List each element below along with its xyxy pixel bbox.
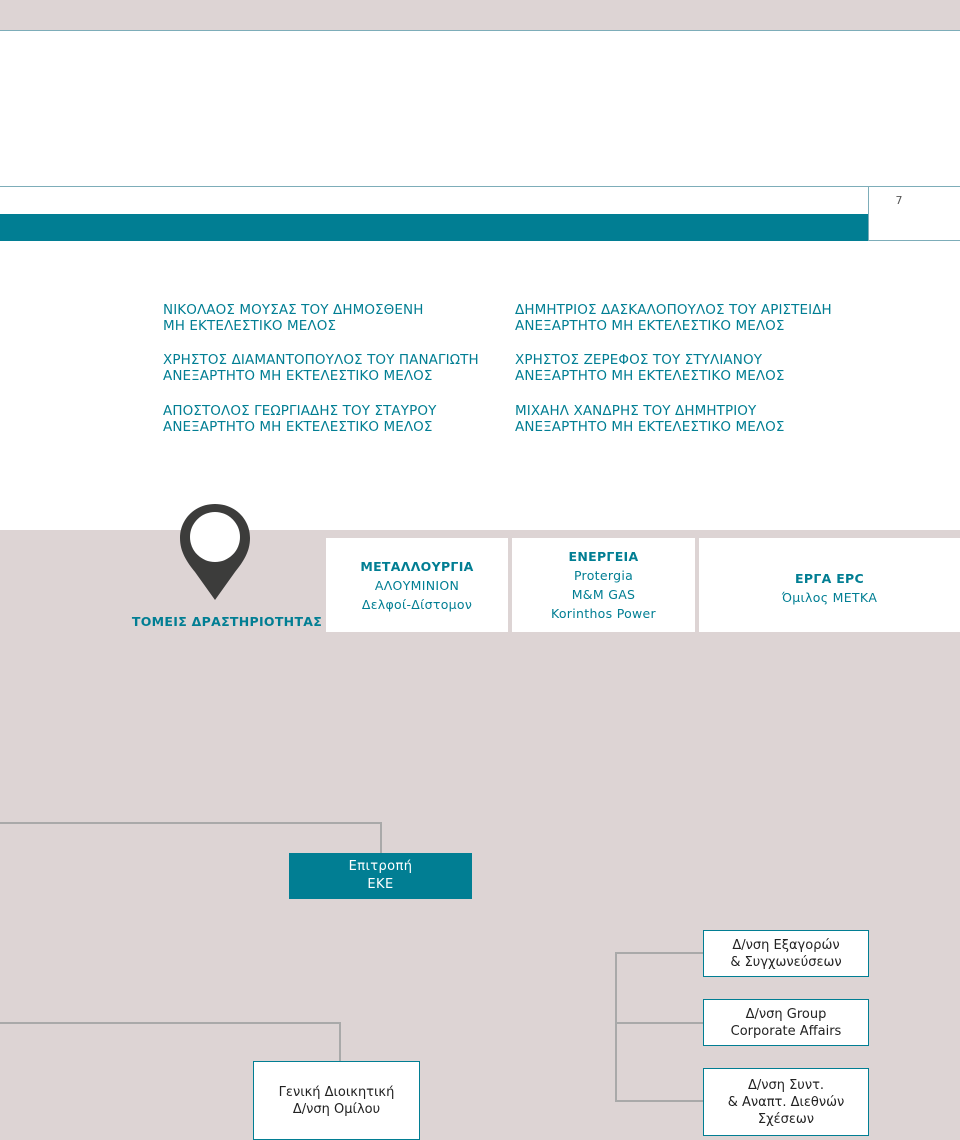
sector-line: Δελφοί-Δίστομον: [361, 596, 473, 612]
member-role: ΑΝΕΞΑΡΤΗΤΟ ΜΗ ΕΚΤΕΛΕΣΤΙΚΟ ΜΕΛΟΣ: [515, 368, 785, 384]
member-role: ΑΝΕΞΑΡΤΗΤΟ ΜΗ ΕΚΤΕΛΕΣΤΙΚΟ ΜΕΛΟΣ: [515, 318, 785, 334]
box-line: Γενική Διοικητική: [278, 1084, 395, 1100]
page-number: 7: [895, 194, 903, 207]
box-line: Επιτροπή: [348, 859, 413, 874]
sector-line: Korinthos Power: [550, 606, 656, 621]
member-role: ΑΝΕΞΑΡΤΗΤΟ ΜΗ ΕΚΤΕΛΕΣΤΙΚΟ ΜΕΛΟΣ: [163, 368, 433, 384]
member-role: ΜΗ ΕΚΤΕΛΕΣΤΙΚΟ ΜΕΛΟΣ: [163, 318, 337, 334]
sector-epc: [699, 538, 960, 632]
board-member: [515, 302, 865, 334]
connector-line: [380, 822, 382, 854]
sectors-label: ΤΟΜΕΙΣ ΔΡΑΣΤΗΡΙΟΤΗΤΑΣ: [131, 614, 323, 629]
intl-relations-box: [703, 1068, 869, 1136]
member-name: ΝΙΚΟΛΑΟΣ ΜΟΥΣΑΣ ΤΟΥ ΔΗΜΟΣΘΕΝΗ: [163, 302, 424, 318]
connector-line: [615, 952, 617, 1102]
connector-line: [0, 1022, 341, 1024]
member-name: ΔΗΜΗΤΡΙΟΣ ΔΑΣΚΑΛΟΠΟΥΛΟΣ ΤΟΥ ΑΡΙΣΤΕΙΔΗ: [515, 302, 832, 318]
box-line: & Αναπτ. Διεθνών: [727, 1094, 845, 1110]
sector-heading: ΜΕΤΑΛΛΟΥΡΓΙΑ: [360, 558, 474, 574]
member-name: ΧΡΗΣΤΟΣ ΔΙΑΜΑΝΤΟΠΟΥΛΟΣ ΤΟΥ ΠΑΝΑΓΙΩΤΗ: [163, 352, 479, 368]
box-line: ΕΚΕ: [367, 877, 394, 892]
box-line: Δ/νση Group: [745, 1006, 827, 1022]
member-name: ΑΠΟΣΤΟΛΟΣ ΓΕΩΡΓΙΑΔΗΣ ΤΟΥ ΣΤΑΥΡΟΥ: [163, 403, 437, 419]
box-line: Corporate Affairs: [730, 1023, 842, 1039]
location-pin-icon: [178, 502, 252, 602]
top-divider: [0, 30, 960, 31]
board-member: [163, 302, 513, 334]
box-line: Δ/νση Εξαγορών: [732, 937, 840, 953]
member-role: ΑΝΕΞΑΡΤΗΤΟ ΜΗ ΕΚΤΕΛΕΣΤΙΚΟ ΜΕΛΟΣ: [163, 419, 433, 435]
board-member: [163, 352, 513, 384]
connector-line: [615, 1100, 704, 1102]
box-line: & Συγχωνεύσεων: [730, 954, 842, 970]
connector-line: [0, 822, 382, 824]
board-member: [515, 352, 865, 384]
box-line: Δ/νση Συντ.: [747, 1077, 825, 1093]
board-member: [163, 403, 513, 435]
connector-line: [339, 1022, 341, 1062]
committee-box: [289, 853, 472, 899]
teal-band: [0, 214, 868, 241]
box-line: Δ/νση Ομίλου: [292, 1101, 381, 1117]
sector-line: Όμιλος ΜΕΤΚΑ: [781, 590, 878, 605]
sector-line: ΑΛΟΥΜΙΝΙΟΝ: [374, 577, 460, 593]
acquisitions-box: [703, 930, 869, 977]
sector-line: Protergia: [573, 568, 634, 583]
sector-energy: [512, 538, 695, 632]
member-role: ΑΝΕΞΑΡΤΗΤΟ ΜΗ ΕΚΤΕΛΕΣΤΙΚΟ ΜΕΛΟΣ: [515, 419, 785, 435]
member-name: ΧΡΗΣΤΟΣ ΖΕΡΕΦΟΣ ΤΟΥ ΣΤΥΛΙΑΝΟΥ: [515, 352, 763, 368]
sector-heading: ΕΝΕΡΓΕΙΑ: [568, 549, 639, 564]
sector-line: M&M GAS: [571, 587, 636, 602]
board-member: [515, 403, 865, 435]
general-admin-box: [253, 1061, 420, 1140]
box-line: Σχέσεων: [757, 1111, 815, 1127]
top-strip: [0, 0, 960, 30]
sector-metallurgy: [326, 538, 508, 632]
corporate-affairs-box: [703, 999, 869, 1046]
member-name: ΜΙΧΑΗΛ ΧΑΝΔΡΗΣ ΤΟΥ ΔΗΜΗΤΡΙΟΥ: [515, 403, 757, 419]
sector-heading: ΕΡΓΑ EPC: [795, 571, 864, 586]
connector-line: [615, 1022, 704, 1024]
connector-line: [615, 952, 704, 954]
band-divider: [0, 186, 960, 187]
